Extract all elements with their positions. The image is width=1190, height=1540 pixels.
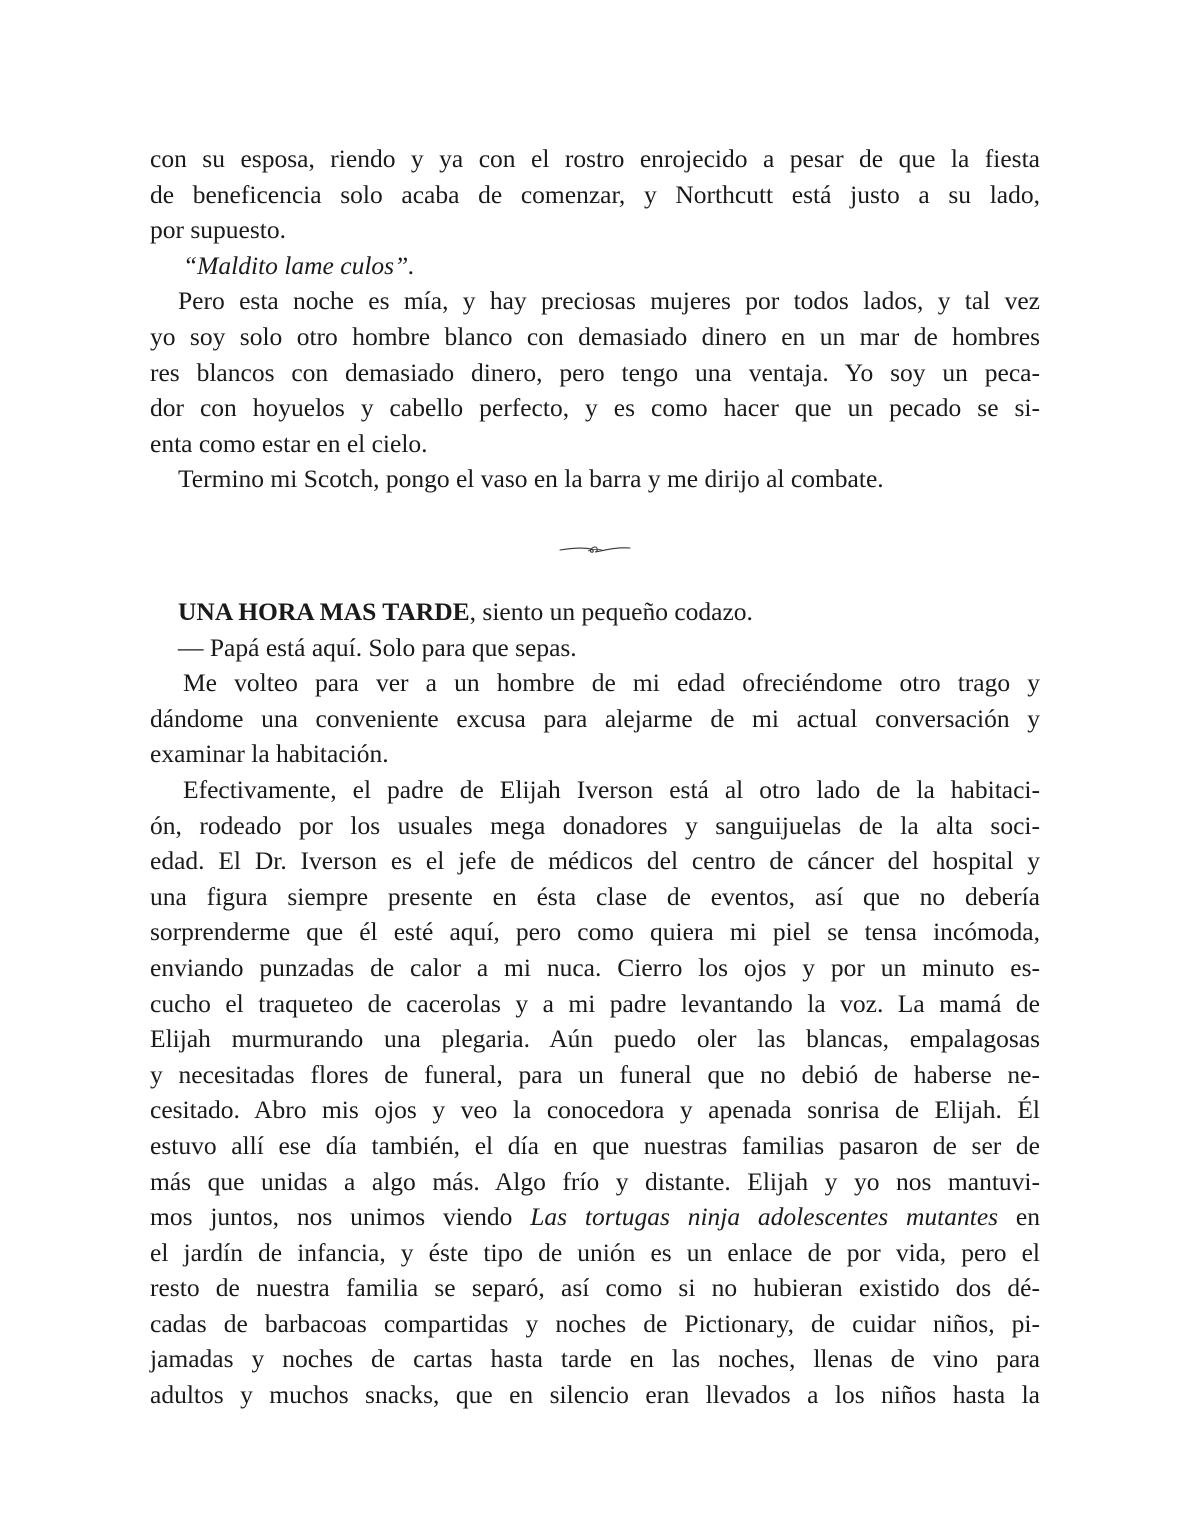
section-one <box>150 141 1040 497</box>
text-line: una figura siempre presente en ésta clase de eventos, así que no debería <box>150 881 1040 911</box>
text-line: yo soy solo otro hombre blanco con demasiado dinero en un mar de hombres <box>150 321 1040 351</box>
text-line: Me volteo para ver a un hombre de mi edad ofreciéndome otro trago y <box>183 668 1040 698</box>
text-line: estuvo allí ese día también, el día en que nuestras familias pasaron de ser de <box>150 1130 1040 1160</box>
paragraph-opening <box>150 594 1040 630</box>
text-line: cadas de barbacoas compartidas y noches de Pictionary, de cuidar niños, pi- <box>150 1308 1040 1338</box>
text-line: enta como estar en el cielo. <box>150 428 428 458</box>
opening-rest: , siento un pequeño codazo. <box>469 597 753 626</box>
text-line: Efectivamente, el padre de Elijah Iverson está al otro lado de la habitaci- <box>183 774 1040 804</box>
text-line <box>150 1199 1040 1235</box>
text-line: Pero esta noche es mía, y hay preciosas mujeres por todos lados, y tal vez <box>178 286 1040 316</box>
text-line: dor con hoyuelos y cabello perfecto, y es como hacer que un pecado se si- <box>150 393 1040 423</box>
paragraph-turn-around <box>150 665 1040 772</box>
italic-thought: “Maldito lame culos”. <box>183 250 415 280</box>
text-line: resto de nuestra familia se separó, así como si no hubieran existido dos dé- <box>150 1273 1040 1303</box>
paragraph-charity-party <box>150 141 1040 248</box>
scene-opening-caps: UNA HORA MAS TARDE <box>178 597 470 626</box>
text-line: jamadas y noches de cartas hasta tarde en las noches, llenas de vino para <box>150 1344 1040 1374</box>
paragraph-iverson <box>150 772 1040 1413</box>
text-line: res blancos con demasiado dinero, pero tengo una ventaja. Yo soy un peca- <box>150 357 1040 387</box>
paragraph-thought <box>150 248 1040 284</box>
scene-break-ornament-icon <box>558 538 632 560</box>
text-line: ón, rodeado por los usuales mega donadores y sanguijuelas de la alta soci- <box>150 810 1040 840</box>
paragraph-tonight <box>150 283 1040 461</box>
text-line: cucho el traqueteo de cacerolas y a mi padre levantando la voz. La mamá de <box>150 988 1040 1018</box>
paragraph-scotch <box>150 461 1040 497</box>
text-line: por supuesto. <box>150 215 286 245</box>
text-line: enviando punzadas de calor a mi nuca. Cierro los ojos y por un minuto es- <box>150 952 1040 982</box>
section-two <box>150 594 1040 1413</box>
text-line: examinar la habitación. <box>150 739 389 769</box>
text-line: adultos y muchos snacks, que en silencio eran llevados a los niños hasta la <box>150 1380 1040 1410</box>
text-line: Termino mi Scotch, pongo el vaso en la barra y me dirijo al combate. <box>178 464 884 494</box>
text-line: más que unidas a algo más. Algo frío y distante. Elijah y yo nos mantuvi- <box>150 1166 1040 1196</box>
italic-title: Las tortugas ninja adolescentes mutantes <box>530 1202 999 1232</box>
text-line: dándome una conveniente excusa para alejarme de mi actual conversación y <box>150 703 1040 733</box>
text-fragment: en <box>998 1202 1040 1232</box>
text-line: de beneficencia solo acaba de comenzar, y Northcutt está justo a su lado, <box>150 179 1040 209</box>
text-line: cesitado. Abro mis ojos y veo la conocedora y apenada sonrisa de Elijah. Él <box>150 1095 1040 1125</box>
text-line: y necesitadas flores de funeral, para un funeral que no debió de haberse ne- <box>150 1059 1040 1089</box>
text-line <box>150 594 1040 630</box>
dialogue-line: — Papá está aquí. Solo para que sepas. <box>178 632 577 662</box>
paragraph-dialogue <box>150 630 1040 666</box>
text-line: edad. El Dr. Iverson es el jefe de médicos del centro de cáncer del hospital y <box>150 846 1040 876</box>
text-line: con su esposa, riendo y ya con el rostro enrojecido a pesar de que la fiesta <box>150 144 1040 173</box>
text-line: el jardín de infancia, y éste tipo de unión es un enlace de por vida, pero el <box>150 1237 1040 1267</box>
text-line: Elijah murmurando una plegaria. Aún puedo oler las blancas, empalagosas <box>150 1024 1040 1054</box>
text-fragment: mos juntos, nos unimos viendo <box>150 1202 531 1232</box>
text-line: sorprenderme que él esté aquí, pero como quiera mi piel se tensa incómoda, <box>150 917 1040 947</box>
